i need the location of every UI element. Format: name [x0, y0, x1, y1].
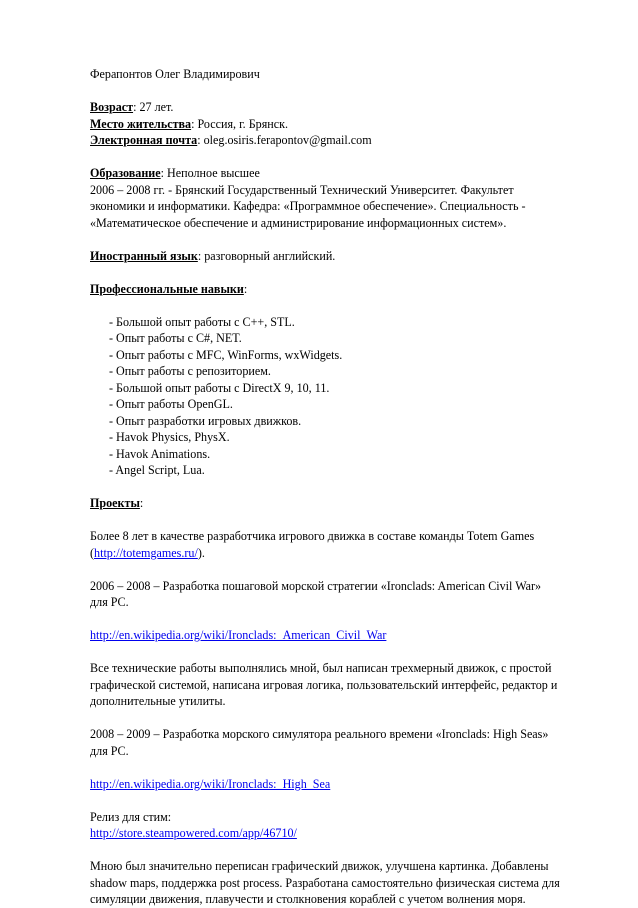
ironclads-hs-link[interactable]: http://en.wikipedia.org/wiki/Ironclads:_High_Sea: [90, 776, 331, 791]
project2-desc-2: shadow maps, поддержка post process. Разработана самостоятельно физическая система для: [90, 875, 560, 890]
intro-open-paren: (: [90, 545, 95, 560]
release-label: Релиз для стим:: [90, 809, 172, 824]
skill-item: - Опыт работы с MFC, WinForms, wxWidgets.: [109, 347, 343, 362]
skills-list: [90, 314, 600, 479]
residence-line: [90, 116, 600, 133]
resume-document: [90, 66, 600, 908]
skill-item: - Опыт работы OpenGL.: [109, 397, 233, 411]
age-value: : 27 лет.: [133, 100, 174, 114]
skill-item: - Большой опыт работы с DirectX 9, 10, 11.: [109, 380, 330, 395]
projects-heading: [90, 495, 600, 512]
project2-desc-1: Мною был значительно переписан графический движок, улучшена картинка. Добавлены: [90, 859, 549, 873]
skill-item: - Опыт работы с репозиторием.: [109, 364, 271, 378]
education-line: [90, 165, 600, 182]
intro-close-paren: ).: [197, 545, 205, 560]
projects-suffix: :: [139, 496, 144, 510]
project1-desc-1: Все технические работы выполнялись мной, был написан трехмерный движок, с простой: [90, 661, 552, 675]
projects-intro-2: [90, 545, 600, 562]
education-detail-3: «Математическое обеспечение и администрирование информационных систем».: [90, 215, 507, 230]
project1-title-1: 2006 – 2008 – Разработка пошаговой морской стратегии «Ironclads: American Civil War»: [90, 578, 542, 593]
education-label: Образование: [90, 166, 161, 180]
email-value: : oleg.osiris.ferapontov@gmail.com: [197, 133, 372, 147]
age-label: Возраст: [90, 100, 134, 114]
release-link-line: [90, 825, 600, 842]
projects-intro-1: Более 8 лет в качестве разработчика игрового движка в составе команды Totem Games: [90, 529, 535, 543]
education-value: : Неполное высшее: [160, 166, 260, 180]
ironclads-acw-link[interactable]: http://en.wikipedia.org/wiki/Ironclads:_American_Civil_War: [90, 628, 387, 642]
steam-store-link[interactable]: http://store.steampowered.com/app/46710/: [90, 826, 297, 840]
totemgames-link[interactable]: http://totemgames.ru/: [94, 545, 198, 560]
age-line: [90, 99, 600, 116]
language-label: Иностранный язык: [90, 248, 198, 263]
residence-label: Место жительства: [90, 116, 192, 131]
project2-desc-3: симуляции движения, плавучести и столкновения кораблей с учетом волнения моря.: [90, 892, 526, 906]
skills-suffix: :: [243, 281, 248, 296]
residence-value: : Россия, г. Брянск.: [191, 116, 289, 131]
language-value: : разговорный английский.: [197, 248, 336, 263]
project2-title-1: 2008 – 2009 – Разработка морского симулятора реального времени «Ironclads: High Seas»: [90, 727, 549, 741]
skills-label: Профессиональные навыки: [90, 281, 244, 296]
education-detail-1: 2006 – 2008 гг. - Брянский Государственный Технический Университет. Факультет: [90, 182, 514, 197]
skill-item: - Havok Animations.: [109, 446, 211, 461]
skill-item: - Опыт работы с C#, NET.: [109, 331, 242, 345]
project2-link-line: [90, 776, 600, 793]
skill-item: - Большой опыт работы с C++, STL.: [109, 314, 295, 329]
candidate-name: Ферапонтов Олег Владимирович: [90, 67, 260, 81]
project2-title-2: для PC.: [90, 743, 129, 758]
skills-heading: [90, 281, 600, 298]
skill-item: - Havok Physics, PhysX.: [109, 430, 230, 444]
projects-label: Проекты: [90, 496, 140, 510]
email-line: [90, 132, 600, 149]
project1-desc-3: дополнительные утилиты.: [90, 694, 226, 708]
project1-desc-2: графической системой, написана игровая логика, пользовательский интерфейс, редактор и: [90, 677, 558, 692]
skill-item: - Опыт разработки игровых движков.: [109, 413, 302, 428]
email-label: Электронная почта: [90, 133, 198, 147]
language-line: [90, 248, 600, 265]
education-detail-2: экономики и информатики. Кафедра: «Программное обеспечение». Специальность -: [90, 199, 526, 213]
project1-title-2: для PC.: [90, 595, 129, 609]
skill-item: - Angel Script, Lua.: [109, 463, 205, 477]
project1-link-line: [90, 627, 600, 644]
